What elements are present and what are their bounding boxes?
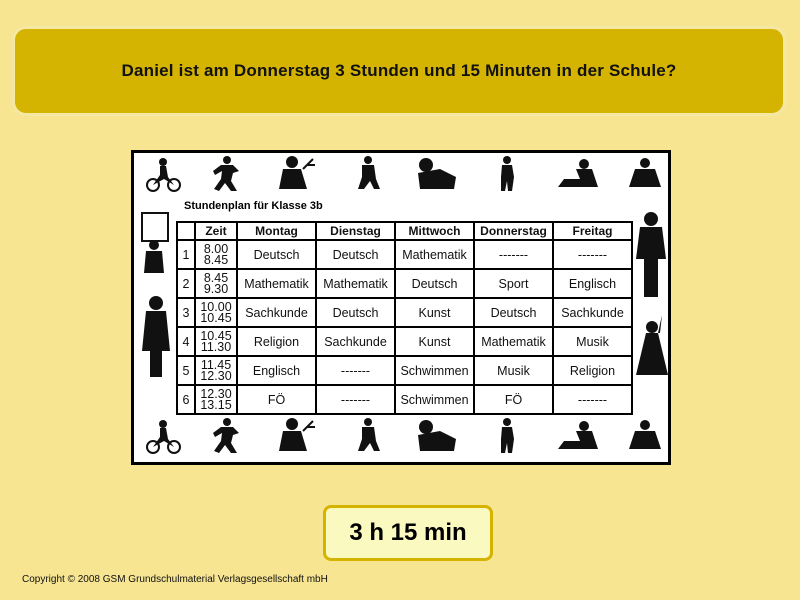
girl-with-flowers-icon	[277, 155, 317, 193]
writing-child-icon	[554, 419, 600, 453]
subject-cell: Religion	[237, 327, 316, 356]
table-row	[177, 240, 632, 269]
table-row	[177, 385, 632, 414]
standing-boy-icon	[634, 211, 668, 299]
subject-cell: Sport	[474, 269, 553, 298]
subject-cell: Deutsch	[237, 240, 316, 269]
time-cell	[195, 269, 237, 298]
running-child-icon	[209, 417, 243, 455]
subject-cell: Musik	[553, 327, 632, 356]
subject-cell: Mathematik	[316, 269, 395, 298]
subject-cell: Deutsch	[395, 269, 474, 298]
day-header-montag: Montag	[237, 222, 316, 240]
day-header-mittwoch: Mittwoch	[395, 222, 474, 240]
time-cell	[195, 356, 237, 385]
subject-cell: -------	[316, 356, 395, 385]
reading-child-icon	[414, 417, 460, 455]
subject-cell: -------	[553, 240, 632, 269]
subject-cell: Sachkunde	[237, 298, 316, 327]
subject-cell: Mathematik	[474, 327, 553, 356]
end-time: 10.45	[200, 310, 232, 325]
timetable-header-row	[177, 222, 632, 240]
start-time: 12.30	[200, 386, 232, 401]
question-banner	[12, 26, 786, 116]
subject-cell: Englisch	[553, 269, 632, 298]
answer-box[interactable]	[323, 505, 493, 561]
writing-child-icon	[554, 157, 600, 191]
subject-cell: Religion	[553, 356, 632, 385]
start-time: 8.00	[203, 241, 229, 256]
end-time: 12.30	[200, 368, 232, 383]
time-cell	[195, 327, 237, 356]
end-time: 9.30	[203, 281, 229, 296]
subject-cell: Sachkunde	[316, 327, 395, 356]
time-cell	[195, 385, 237, 414]
blackboard-teacher-icon	[140, 211, 172, 275]
end-time: 8.45	[203, 252, 229, 267]
start-time: 10.00	[200, 299, 232, 314]
schoolgirl-icon	[140, 295, 172, 379]
end-time: 13.15	[200, 397, 232, 412]
row-number: 1	[177, 240, 195, 269]
row-number: 6	[177, 385, 195, 414]
subject-cell: FÖ	[237, 385, 316, 414]
reading-child-icon	[414, 155, 460, 193]
subject-cell: Kunst	[395, 327, 474, 356]
subject-cell: -------	[553, 385, 632, 414]
subject-cell: Sachkunde	[553, 298, 632, 327]
day-header-freitag: Freitag	[553, 222, 632, 240]
subject-cell: -------	[316, 385, 395, 414]
day-header-donnerstag: Donnerstag	[474, 222, 553, 240]
crouching-child-icon	[627, 157, 663, 191]
table-row	[177, 356, 632, 385]
time-cell	[195, 298, 237, 327]
subject-cell: Deutsch	[474, 298, 553, 327]
row-number: 5	[177, 356, 195, 385]
row-number: 3	[177, 298, 195, 327]
subject-cell: Musik	[474, 356, 553, 385]
subject-cell: Mathematik	[237, 269, 316, 298]
dancing-girl-icon	[634, 313, 670, 385]
row-number: 2	[177, 269, 195, 298]
timetable	[176, 221, 633, 415]
subject-cell: Mathematik	[395, 240, 474, 269]
subject-cell: Kunst	[395, 298, 474, 327]
subject-cell: Deutsch	[316, 298, 395, 327]
walking-child-icon	[496, 155, 518, 193]
zeit-header: Zeit	[195, 222, 237, 240]
walking-child-icon	[496, 417, 518, 455]
question-text: Daniel ist am Donnerstag 3 Stunden und 15 Minuten in der Schule?	[121, 61, 677, 80]
start-time: 8.45	[203, 270, 229, 285]
sitting-child-icon	[354, 155, 382, 193]
subject-cell: Deutsch	[316, 240, 395, 269]
table-row	[177, 269, 632, 298]
sitting-child-icon	[354, 417, 382, 455]
girl-with-flowers-icon	[277, 417, 317, 455]
copyright-text: Copyright © 2008 GSM Grundschulmaterial Verlagsgesellschaft mbH	[22, 574, 328, 585]
cyclist-icon	[146, 419, 182, 455]
start-time: 11.45	[200, 357, 232, 372]
subject-cell: -------	[474, 240, 553, 269]
table-row	[177, 298, 632, 327]
subject-cell: FÖ	[474, 385, 553, 414]
subject-cell: Schwimmen	[395, 385, 474, 414]
schedule-title: Stundenplan für Klasse 3b	[184, 200, 323, 212]
end-time: 11.30	[200, 339, 232, 354]
time-cell	[195, 240, 237, 269]
subject-cell: Englisch	[237, 356, 316, 385]
running-child-icon	[209, 155, 243, 193]
crouching-child-icon	[627, 419, 663, 453]
day-header-dienstag: Dienstag	[316, 222, 395, 240]
subject-cell: Schwimmen	[395, 356, 474, 385]
table-row	[177, 327, 632, 356]
num-header	[177, 222, 195, 240]
answer-text: 3 h 15 min	[349, 519, 467, 546]
row-number: 4	[177, 327, 195, 356]
cyclist-icon	[146, 157, 182, 193]
start-time: 10.45	[200, 328, 232, 343]
schedule-card	[131, 150, 671, 465]
